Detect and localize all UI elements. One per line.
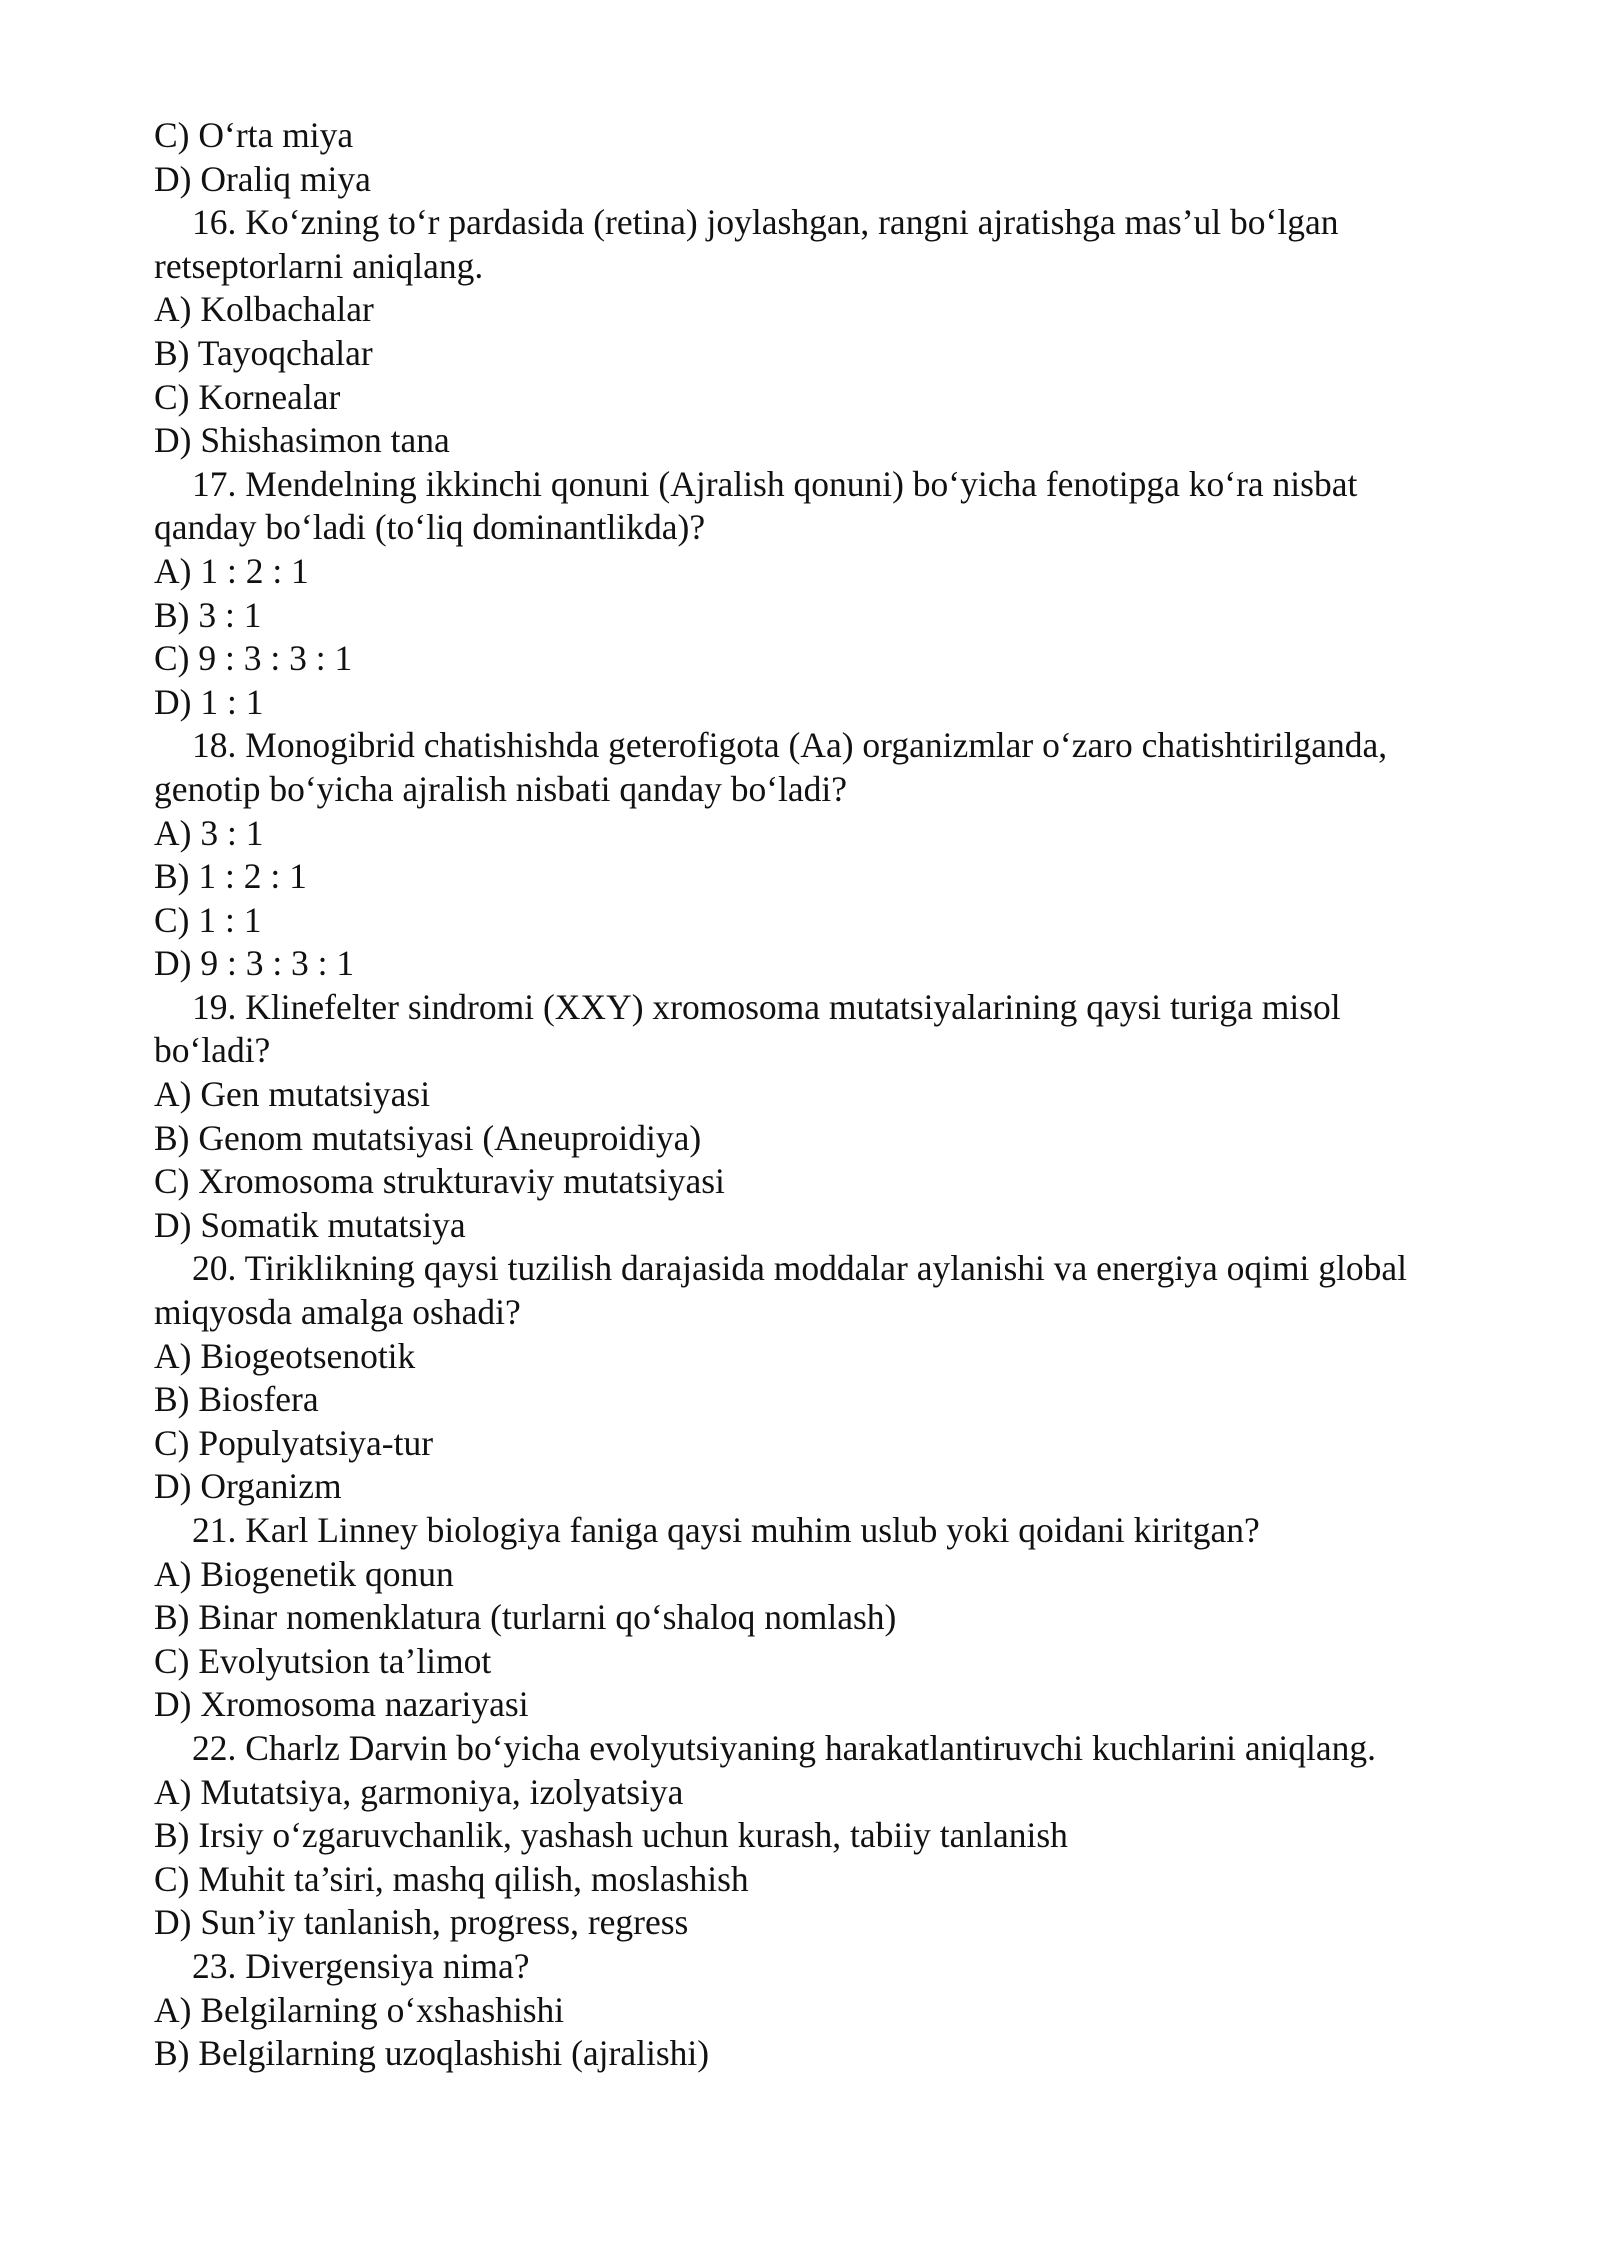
answer-option: A) Gen mutatsiyasi: [154, 1074, 431, 1115]
answer-option: D) Sun’iy tanlanish, progress, regress: [154, 1902, 689, 1943]
answer-option: A) Mutatsiya, garmoniya, izolyatsiya: [154, 1771, 684, 1812]
answer-option: D) 9 : 3 : 3 : 1: [154, 943, 355, 984]
question-block: [154, 1945, 1514, 2076]
question-block: [154, 463, 1514, 725]
question-text-continued: miqyosda amalga oshadi?: [154, 1292, 521, 1333]
answer-option: B) Binar nomenklatura (turlarni qo‘shaloq nomlash): [154, 1597, 897, 1638]
document-page: [154, 114, 1514, 2076]
question-text: 20. Tiriklikning qaysi tuzilish darajasida moddalar aylanishi va energiya oqimi global: [192, 1248, 1408, 1289]
answer-option: A) 1 : 2 : 1: [154, 550, 309, 591]
question-text: 16. Ko‘zning to‘r pardasida (retina) joylashgan, rangni ajratishga mas’ul bo‘lgan: [192, 202, 1339, 243]
answer-option: D) 1 : 1: [154, 681, 264, 722]
question-text-continued: qanday bo‘ladi (to‘liq dominantlikda)?: [154, 507, 706, 548]
question-text: 19. Klinefelter sindromi (XXY) xromosoma mutatsiyalarining qaysi turiga misol: [192, 986, 1341, 1027]
answer-option: A) Kolbachalar: [154, 289, 374, 330]
question-block: [154, 1727, 1514, 1945]
answer-option: C) Muhit ta’siri, mashq qilish, moslashish: [154, 1858, 749, 1899]
answer-option: B) Genom mutatsiyasi (Aneuproidiya): [154, 1117, 702, 1158]
answer-option: B) 3 : 1: [154, 594, 262, 635]
answer-option: B) Tayoqchalar: [154, 332, 373, 373]
answer-option: C) 9 : 3 : 3 : 1: [154, 638, 353, 679]
question-text-continued: bo‘ladi?: [154, 1030, 271, 1071]
answer-option: C) 1 : 1: [154, 899, 262, 940]
answer-option: B) Irsiy o‘zgaruvchanlik, yashash uchun kurash, tabiiy tanlanish: [154, 1815, 1068, 1856]
answer-option: C) Kornealar: [154, 376, 341, 417]
option-line: C) O‘rta miya: [154, 115, 354, 155]
lead-options: [154, 114, 1514, 201]
answer-option: A) 3 : 1: [154, 812, 264, 853]
question-text-continued: retseptorlarni aniqlang.: [154, 245, 484, 286]
answer-option: A) Belgilarning o‘xshashishi: [154, 1989, 565, 2030]
answer-option: C) Populyatsiya-tur: [154, 1422, 434, 1463]
answer-option: D) Xromosoma nazariyasi: [154, 1684, 529, 1725]
question-text: 17. Mendelning ikkinchi qonuni (Ajralish qonuni) bo‘yicha fenotipga ko‘ra nisbat: [192, 463, 1358, 504]
question-text-continued: genotip bo‘yicha ajralish nisbati qanday bo‘ladi?: [154, 768, 848, 809]
answer-option: C) Evolyutsion ta’limot: [154, 1640, 492, 1681]
answer-option: A) Biogeotsenotik: [154, 1335, 416, 1376]
question-block: [154, 1247, 1514, 1509]
answer-option: D) Shishasimon tana: [154, 420, 450, 461]
answer-option: B) 1 : 2 : 1: [154, 856, 307, 897]
question-text: 21. Karl Linney biologiya faniga qaysi muhim uslub yoki qoidani kiritgan?: [192, 1510, 1260, 1550]
option-line: D) Oraliq miya: [154, 158, 371, 199]
answer-option: B) Belgilarning uzoqlashishi (ajralishi): [154, 2033, 710, 2074]
question-block: [154, 201, 1514, 463]
question-list: [154, 201, 1514, 2076]
answer-option: A) Biogenetik qonun: [154, 1553, 454, 1594]
answer-option: D) Somatik mutatsiya: [154, 1204, 466, 1245]
question-text: 18. Monogibrid chatishishda geterofigota (Aa) organizmlar o‘zaro chatishtirilganda,: [192, 725, 1388, 766]
answer-option: D) Organizm: [154, 1466, 342, 1507]
question-text: 22. Charlz Darvin bo‘yicha evolyutsiyaning harakatlantiruvchi kuchlarini aniqlang.: [192, 1727, 1376, 1768]
question-text: 23. Divergensiya nima?: [192, 1945, 530, 1986]
answer-option: C) Xromosoma strukturaviy mutatsiyasi: [154, 1161, 725, 1202]
answer-option: B) Biosfera: [154, 1379, 319, 1420]
question-block: [154, 724, 1514, 986]
question-block: [154, 986, 1514, 1248]
question-block: [154, 1509, 1514, 1727]
